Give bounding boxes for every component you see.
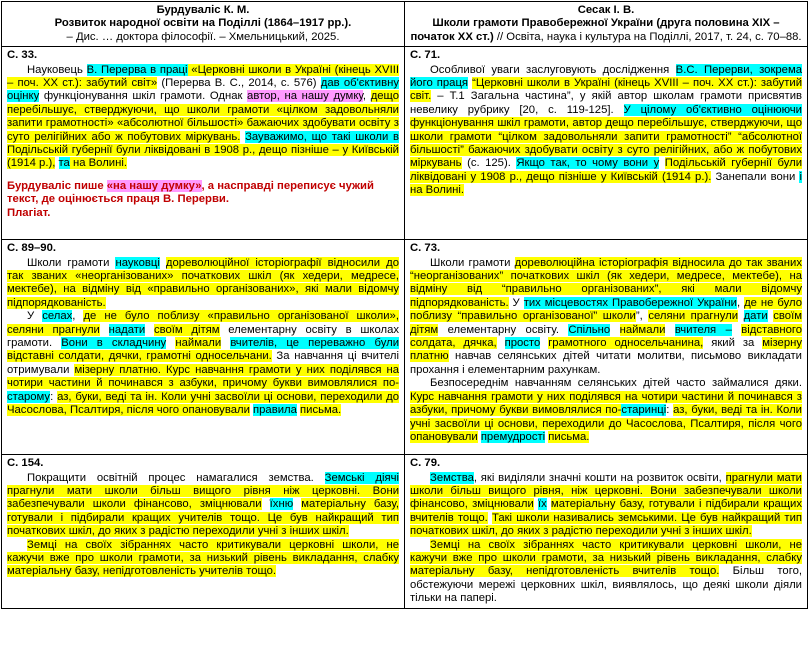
text-run: Більш того, обстежуючи мережі церковних шкіл, виявлялось, що деякі школи діяли тільки на папері.: [410, 565, 802, 605]
text-run: [145, 324, 154, 336]
highlighted-phrase: старому: [7, 390, 51, 403]
text-run: [100, 324, 109, 336]
text-run: [497, 337, 505, 349]
text-run: Плагіат.: [7, 206, 51, 219]
highlighted-phrase: селах: [42, 310, 73, 323]
highlighted-phrase: просто: [504, 337, 541, 350]
excerpt-text: [410, 64, 802, 198]
highlighted-phrase: Земці на своїх зібраннях часто критикували церковні школи, не кажучи вже про школи грамоти, за низький рівень викладання, слабку матеріальну базу, непідготовленість учителів тощо.: [7, 538, 399, 578]
text-run: [221, 337, 230, 349]
highlighted-phrase: наймали: [175, 337, 222, 350]
text-run: ,: [362, 90, 371, 103]
text-run: [732, 324, 741, 336]
plagiarism-note: [7, 180, 399, 220]
text-run: [166, 337, 175, 349]
excerpt-text: [410, 472, 802, 606]
highlighted-phrase: мізерну платню: [410, 337, 803, 363]
highlighted-phrase: Якщо так, то чому вони у: [516, 157, 660, 170]
highlighted-phrase: старинці: [621, 404, 667, 417]
paragraph: [410, 377, 802, 444]
highlighted-phrase: своїм дітям: [410, 310, 802, 336]
left-subtitle: – Дис. … доктора філософії. – Хмельницький, 2025.: [66, 30, 340, 43]
header-row: [2, 2, 808, 47]
text-run: У: [27, 310, 43, 323]
text-run: Покращити освітній процес намагалися земства.: [27, 471, 325, 484]
highlighted-phrase: «Церковні школи в Україні (кінець XVIII – поч. XX ст.): забутий світ»: [7, 63, 399, 90]
excerpt-text: [410, 257, 802, 445]
text-run: елементарну освіту.: [438, 323, 569, 336]
comparison-table: [1, 1, 808, 609]
row-2-left-cell: [2, 240, 405, 455]
paragraph: [7, 64, 399, 171]
paragraph: [7, 310, 399, 417]
text-run: який за: [703, 337, 763, 350]
highlighted-phrase: премудрості: [480, 430, 546, 443]
highlighted-phrase: Зауважимо, що такі школи в: [245, 130, 399, 143]
header-right: [405, 2, 808, 47]
row-3-right-cell: [405, 455, 808, 608]
text-run: [540, 337, 548, 349]
highlighted-phrase: на Волині.: [69, 157, 128, 170]
text-run: (Перерва В. С., 2014, с. 576): [157, 77, 321, 90]
right-author: Сесак І. В.: [577, 4, 635, 16]
paragraph: [410, 539, 802, 606]
highlighted-phrase: Вони в складчину: [61, 337, 167, 350]
paragraph: [410, 472, 802, 539]
text-run: ,: [72, 310, 84, 323]
page-ref: С. 73.: [410, 242, 441, 255]
text-run: ,: [736, 296, 745, 309]
text-run: , які виділяли значні кошти на розвиток освіти,: [473, 471, 726, 484]
highlighted-phrase: науковці: [115, 256, 160, 269]
highlighted-phrase: дореволюційна історіографія відносила до так званих “неорганізованих” початкових шкіл (як хедери, медресе, мектебе), на відміну від “правильно організованих”, які мали відомчу підпорядкованість.: [410, 256, 802, 309]
right-subtitle: // Освіта, наука і культура на Поділлі, 2017, т. 24, с. 70–88.: [493, 30, 802, 43]
highlighted-phrase: дав об'єктивну оцінку: [7, 77, 400, 103]
text-run: (с. 125).: [461, 157, 517, 170]
text-run: [738, 310, 744, 322]
text-run: ”,: [635, 310, 649, 323]
highlighted-phrase: аз, буки, веді та ін. Коли учні засвоїли ці основи, переходили до Часослова, Псалтиря, після чого опановували: [410, 404, 802, 443]
page-ref: С. 89–90.: [7, 242, 56, 255]
highlighted-phrase: автор, на нашу думку: [247, 90, 363, 103]
text-run: Науковець: [27, 63, 87, 76]
text-run: функціонування шкіл грамоти. Однак: [39, 90, 248, 103]
page-ref: С. 71.: [410, 49, 441, 62]
highlighted-phrase: тих місцевостях Правобережної України: [523, 296, 737, 309]
text-run: елементарну освіту в школах грамоти.: [7, 323, 400, 350]
comparison-row-1: [2, 47, 808, 240]
right-title: Школи грамоти Правобережної України (друга половина XIX – початок XX ст.): [410, 17, 780, 43]
highlighted-phrase: Курс навчання грамоти у них поділявся на чотири частини й починався з азбуки, причому букви вимовлялися по-: [410, 390, 802, 417]
highlighted-phrase: грамотного односельчанина,: [548, 337, 704, 350]
text-run: За навчання ці вчителі отримували: [7, 350, 400, 376]
highlighted-phrase: У цілому об'єктивно оцінюючи: [623, 103, 802, 116]
text-run: [160, 257, 166, 269]
highlighted-phrase: своїм дітям: [153, 323, 220, 336]
text-run: [262, 498, 270, 510]
highlighted-phrase: вчителя –: [674, 323, 732, 336]
highlighted-phrase: аз, буки, веді та ін. Коли учні засвоїли ці основи, переходили до Часослова, Псалтиря, після чого опановували: [7, 390, 400, 417]
page-ref: С. 33.: [7, 49, 38, 62]
page-ref: С. 79.: [410, 457, 441, 470]
highlighted-phrase: В.С. Перерви, зокрема його праця: [410, 63, 803, 90]
text-run: Школи грамоти: [27, 256, 116, 269]
highlighted-phrase: де не було поблизу “правильно організованої” школи: [410, 296, 802, 323]
paragraph: [410, 257, 802, 378]
highlighted-phrase: Земські діячі: [324, 471, 399, 484]
highlighted-phrase: матеріальну базу, готували і підбирали кращих вчителів тощо.: [410, 498, 803, 524]
highlighted-phrase: Земці на своїх зібраннях часто критикували церковні школи, не кажучи вже про школи грамоти, за низький рівень викладання, слабку матеріальну базу, непідготовленість вчителів тощо.: [410, 538, 802, 578]
text-run: Безпосереднім навчанням селянських дітей часто займалися дяки.: [430, 377, 802, 390]
highlighted-phrase: відставні солдати, дячки, грамотні односельчани.: [7, 350, 272, 363]
highlighted-phrase: їхню: [269, 498, 294, 511]
text-run: [665, 324, 674, 336]
text-run: У: [508, 296, 524, 309]
paragraph: [7, 539, 399, 579]
highlighted-phrase: дати: [743, 310, 768, 323]
highlighted-phrase: надати: [108, 323, 146, 336]
highlighted-phrase: Спільно: [568, 323, 611, 336]
row-1-right-cell: [405, 47, 808, 240]
highlighted-phrase: прагнули мати школи більш вищого рівня ніж церковні. Вони забезпечували школи фінансово, зміцнювали: [7, 485, 399, 511]
excerpt-text: [7, 64, 399, 171]
row-1-left-cell: [2, 47, 405, 240]
highlighted-phrase: де не було поблизу «правильно організованої школи», селяни прагнули: [7, 310, 399, 336]
highlighted-phrase: Подільській губернії були ліквідовані у 1908 р., дещо пізніше у Київській (1914 р.).: [410, 157, 803, 183]
highlighted-phrase: Подільській губернії були ліквідовані в 1908 р., дещо пізніше – у Київській (1914 р.),: [7, 144, 399, 170]
highlighted-phrase: дореволюційної історіографії відносили до так званих «неорганізованих» початкових шкіл (як хедери, медресе, мектебе), на відміну від «правильно організованих», які мали відомчу підпорядкованість.: [7, 256, 399, 309]
highlighted-phrase: “Церковні школи в Україні (кінець XVIII – поч. XX ст.): забутий світ.: [410, 77, 803, 103]
highlighted-phrase: Такі школи називались земськими. Це був найкращий тип початкових шкіл, до яких з радістю переходили учні з інших шкіл.: [410, 511, 802, 538]
highlighted-phrase: і: [799, 170, 802, 183]
highlighted-phrase: письма.: [548, 430, 590, 443]
text-run: навчав селянських дітей читати молитви, письмово викладати прохання і елементарним рахункам.: [410, 350, 802, 376]
highlighted-phrase: на Волині.: [410, 184, 465, 197]
highlighted-phrase: вчителів, це переважно були: [230, 337, 400, 350]
text-run: Особливої уваги заслуговують дослідження: [430, 63, 676, 76]
comparison-row-3: [2, 455, 808, 608]
excerpt-text: [7, 257, 399, 418]
left-title: Розвиток народної освіти на Поділлі (1864–1917 рр.).: [54, 17, 352, 30]
highlighted-phrase: матеріальну базу, готували і підбирали кращих учителів тощо. Це був найкращий тип початкових шкіл, до яких з радістю переходили учні з інших шкіл.: [7, 498, 399, 538]
text-run: Школи грамоти: [430, 256, 515, 269]
highlighted-phrase: функціонування шкіл грамоти, автор дещо перебільшує, стверджуючи, що школи грамоти “цілком задовольняли запити грамотності” “абсолютної більшості” бажаючих здобувати освіту з суто релігійних, або ж побутових міркувань: [410, 117, 802, 170]
text-run: [659, 157, 665, 169]
page-ref: С. 154.: [7, 457, 44, 470]
paragraph: [410, 64, 802, 198]
text-run: [610, 324, 619, 336]
text-run: :: [50, 390, 58, 403]
highlighted-phrase: селяни прагнули: [648, 310, 739, 323]
highlighted-phrase: відставного солдата, дячка,: [410, 323, 803, 350]
text-run: Занепали вони: [711, 170, 800, 183]
highlighted-phrase: правила: [253, 404, 297, 417]
comparison-row-2: [2, 240, 808, 455]
highlighted-phrase: їх: [537, 498, 547, 511]
highlighted-phrase: В. Перерва в праці: [86, 63, 188, 76]
highlighted-phrase: прагнули мати школи більш вищого рівня, ніж церковні. Вони забезпечували школи фінансово, зміцнювали: [410, 471, 802, 511]
text-run: – Т.1 Загальна частина”, у якій автор школам грамоти присвятив невелику рубрику [20, с. 119-125].: [410, 90, 802, 116]
highlighted-phrase: дещо перебільшує, стверджуючи, що школи грамоти «цілком задовольняли запити грамотності» «абсолютної більшості» бажаючих здобувати освіту з суто релігійних або ж побутових міркувань.: [7, 90, 400, 143]
text-run: Бурдуваліс пише: [7, 179, 107, 192]
header-left: [2, 2, 405, 47]
highlighted-phrase: письма.: [300, 404, 342, 417]
left-author: Бурдуваліс К. М.: [156, 4, 250, 16]
highlighted-phrase: наймали: [619, 323, 666, 336]
highlighted-phrase: та: [58, 157, 70, 170]
text-run: :: [666, 404, 674, 417]
row-3-left-cell: [2, 455, 405, 608]
paragraph: [7, 257, 399, 311]
highlighted-phrase: мізерну платню. Курс навчання грамоти у них поділявся на чотири частини й починався з азбуки, причому букви вимовлялися по-: [7, 363, 399, 390]
row-2-right-cell: [405, 240, 808, 455]
highlighted-phrase: Земства: [430, 471, 474, 484]
excerpt-text: [7, 472, 399, 579]
highlighted-phrase: «на нашу думку»: [106, 179, 202, 192]
paragraph: [7, 472, 399, 539]
text-run: , а насправді переписує чужий текст, де оцінюється праця В. Перерви.: [7, 179, 374, 206]
